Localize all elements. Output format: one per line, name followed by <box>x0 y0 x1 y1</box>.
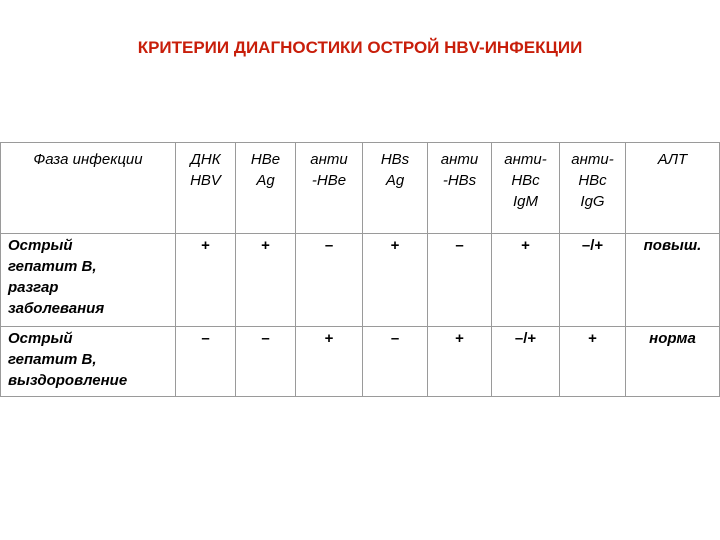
header-cell-phase <box>1 143 176 234</box>
value-cell: + <box>176 234 236 327</box>
header-text: IgM <box>512 193 538 210</box>
header-text: -HBe <box>311 172 347 189</box>
header-text: HBV <box>190 172 221 189</box>
header-cell-anti-hbc-igg <box>560 143 626 234</box>
phase-text: Острый <box>8 237 73 254</box>
header-text: Ag <box>385 172 405 189</box>
table-row <box>1 234 720 327</box>
header-cell-anti-hbc-igm <box>492 143 560 234</box>
header-cell-hbsag <box>363 143 428 234</box>
header-cell-anti-hbs <box>428 143 492 234</box>
phase-text: разгар <box>8 279 59 296</box>
header-text: IgG <box>580 193 605 210</box>
header-text: АЛТ <box>657 151 688 168</box>
value-cell: + <box>560 327 626 397</box>
value-cell: – <box>296 234 363 327</box>
value-cell: + <box>363 234 428 327</box>
header-text: анти- <box>504 151 547 168</box>
phase-cell <box>1 327 176 397</box>
criteria-table <box>0 142 720 397</box>
alt-value-cell: норма <box>626 327 720 397</box>
header-text: -HBs <box>442 172 477 189</box>
header-text: HBs <box>380 151 410 168</box>
header-cell-anti-hbe <box>296 143 363 234</box>
header-text: Ag <box>256 172 275 189</box>
header-text: HBc <box>578 172 607 189</box>
header-text: анти <box>440 151 479 168</box>
header-text: анти- <box>571 151 614 168</box>
table-row <box>1 327 720 397</box>
value-cell: –/+ <box>560 234 626 327</box>
value-cell: – <box>236 327 296 397</box>
value-cell: + <box>236 234 296 327</box>
phase-text: заболевания <box>8 300 105 317</box>
value-cell: – <box>363 327 428 397</box>
value-cell: – <box>428 234 492 327</box>
header-cell-hbeag <box>236 143 296 234</box>
phase-text: выздоровление <box>8 372 128 389</box>
value-cell: – <box>176 327 236 397</box>
phase-text: гепатит В, <box>8 351 97 368</box>
header-text: анти <box>310 151 348 168</box>
header-cell-dna-hbv <box>176 143 236 234</box>
value-cell: –/+ <box>492 327 560 397</box>
phase-text: гепатит В, <box>8 258 97 275</box>
header-text: ДНК <box>190 151 221 168</box>
header-text: Фаза инфекции <box>33 151 143 168</box>
value-cell: + <box>296 327 363 397</box>
header-text: HBc <box>511 172 540 189</box>
value-cell: + <box>428 327 492 397</box>
header-text: HBe <box>250 151 281 168</box>
page-title: КРИТЕРИИ ДИАГНОСТИКИ ОСТРОЙ HBV-ИНФЕКЦИИ <box>137 38 583 57</box>
value-cell: + <box>492 234 560 327</box>
header-cell-alt <box>626 143 720 234</box>
table-header-row <box>1 143 720 234</box>
alt-value-cell: повыш. <box>626 234 720 327</box>
phase-cell <box>1 234 176 327</box>
phase-text: Острый <box>8 330 73 347</box>
